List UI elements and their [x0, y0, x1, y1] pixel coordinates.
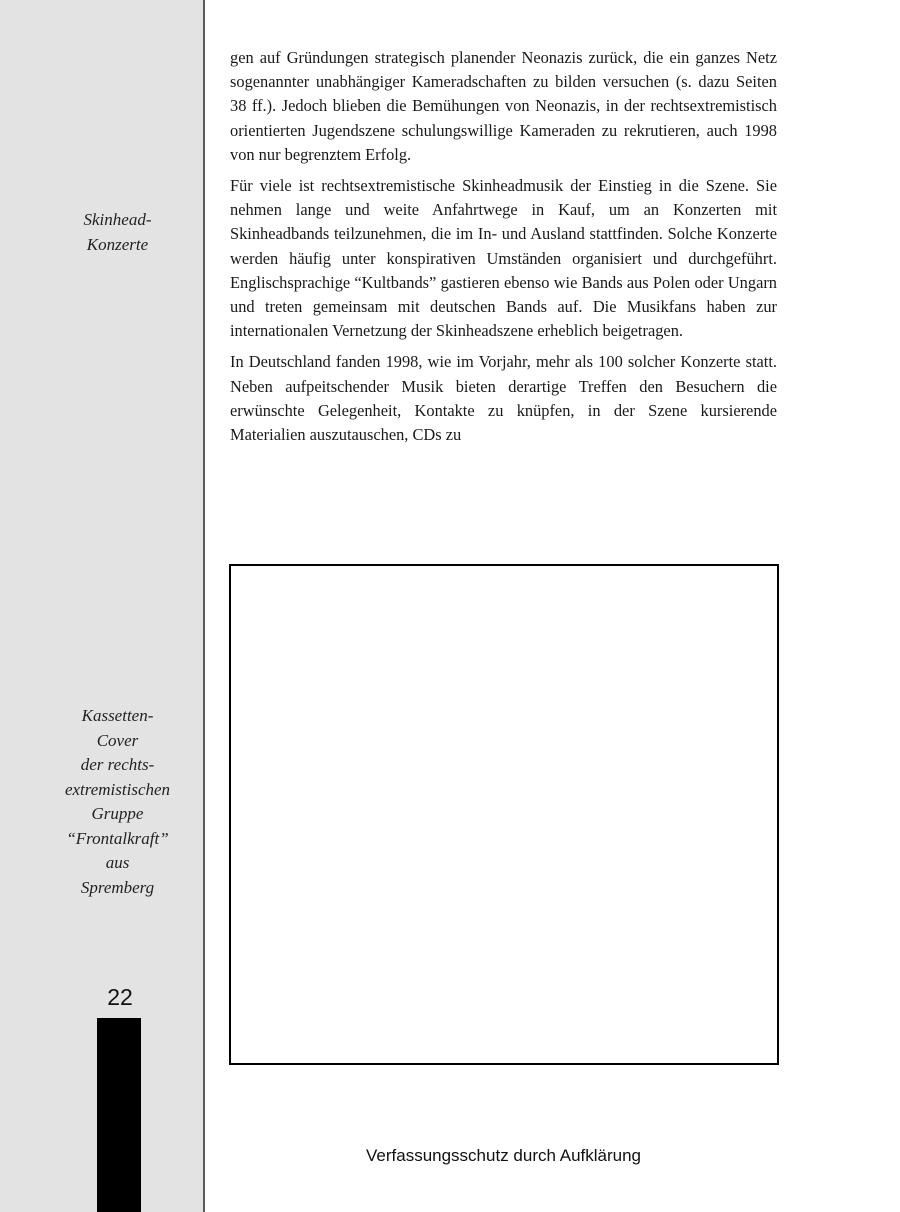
caption-line: aus — [105, 853, 130, 872]
page-number: 22 — [107, 984, 133, 1010]
margin-note-image-caption — [20, 704, 215, 900]
caption-line: Kassetten- — [81, 706, 154, 725]
main-text — [230, 46, 777, 454]
caption-line: Spremberg — [80, 877, 155, 897]
paragraph: gen auf Gründungen strategisch planender Neonazis zurück, die ein ganzes Netz sogenannter unabhängiger Kameradschaften zu bilden versuchen (s. dazu Seiten 38 ff.). Jedoch blieben die Bemühungen von Neonazis, in der rechtsextremistisch orientierten Jugendszene schulungswillige Kameraden zu rekrutieren, auch 1998 von nur begrenztem Erfolg. — [230, 48, 777, 164]
margin-divider — [203, 0, 205, 1212]
caption-line: extremistischen — [64, 779, 171, 799]
cassette-cover-image-frame — [229, 564, 779, 1065]
margin-note-line: Konzerte — [86, 234, 149, 254]
footer-text: Verfassungsschutz durch Aufklärung — [366, 1146, 641, 1165]
paragraph: Für viele ist rechtsextremistische Skinheadmusik der Einstieg in die Szene. Sie nehmen lange und weite Anfahrtwege in Kauf, um an Konzerten mit Skinheadbands teilzunehmen, die im In- und Ausland stattfinden. Solche Konzerte werden häufig unter konspirativen Umständen organisiert und durchgeführt. Englischsprachige “Kultbands” gastieren ebenso wie Bands aus Polen oder Ungarn und treten gemeinsam mit deutschen Bands auf. Die Musikfans haben zur internationalen Vernetzung der Skinheadszene erheblich beigetragen. — [230, 176, 777, 341]
caption-line: Gruppe — [91, 804, 144, 823]
paragraph: In Deutschland fanden 1998, wie im Vorjahr, mehr als 100 solcher Konzerte statt. Neben aufpeitschender Musik bieten derartige Treffen den Besuchern die erwünschte Gelegenheit, Kontakte zu knüpfen, in der Szene kursierende Materialien auszutauschen, CDs zu — [230, 352, 777, 445]
caption-line: Cover — [96, 730, 139, 750]
caption-line: “Frontalkraft” — [66, 828, 169, 848]
caption-line: der rechts- — [80, 755, 155, 774]
margin-note-skinhead-konzerte — [20, 208, 215, 257]
page-tab-bar — [97, 1018, 141, 1212]
margin-note-line: Skinhead- — [83, 210, 152, 229]
